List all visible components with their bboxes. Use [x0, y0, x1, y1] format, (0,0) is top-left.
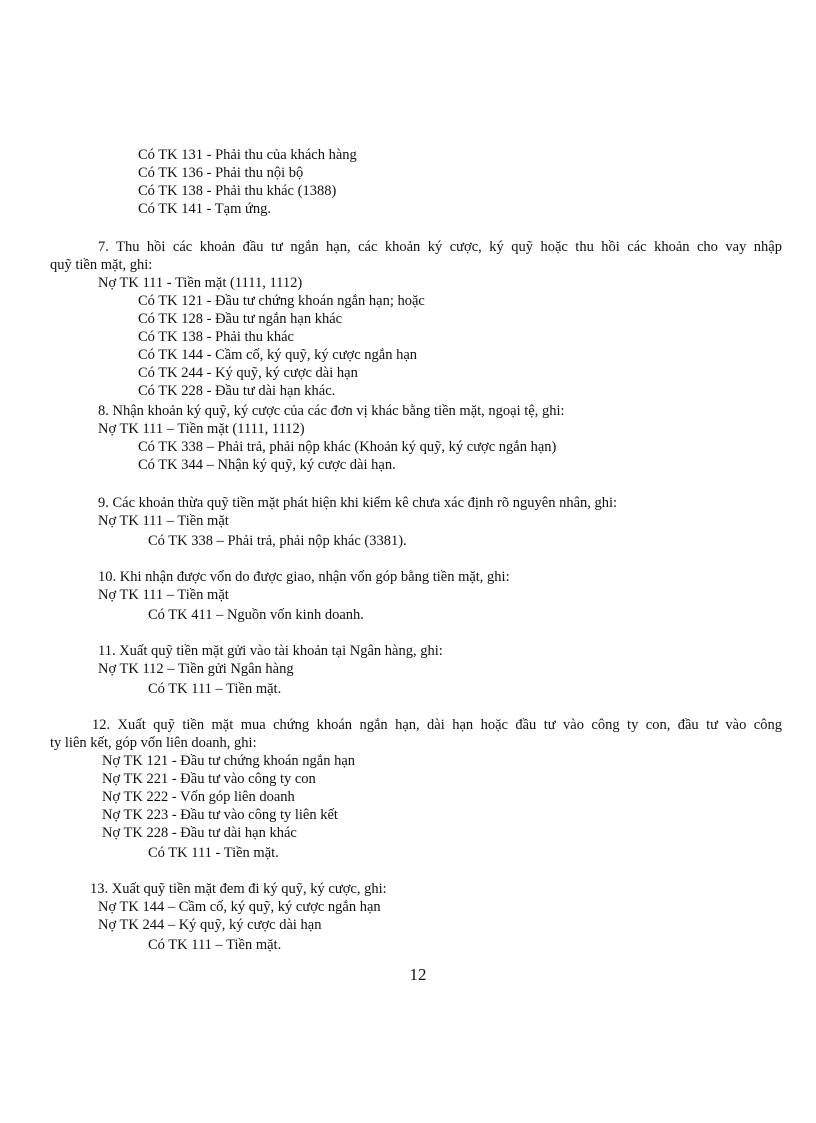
credit-line: Có TK 411 – Nguồn vốn kinh doanh.: [148, 607, 364, 623]
credit-line: Có TK 338 – Phải trả, phải nộp khác (Khoản ký quỹ, ký cược ngắn hạn): [138, 439, 557, 455]
entry-line: Có TK 141 - Tạm ứng.: [138, 201, 271, 217]
debit-line: Nợ TK 144 – Cầm cố, ký quỹ, ký cược ngắn hạn: [98, 899, 381, 915]
credit-line: Có TK 111 – Tiền mặt.: [148, 937, 282, 953]
paragraph-9-heading: 9. Các khoản thừa quỹ tiền mặt phát hiện khi kiểm kê chưa xác định rõ nguyên nhân, ghi:: [98, 495, 618, 511]
debit-line: Nợ TK 111 – Tiền mặt: [98, 587, 229, 603]
credit-line: Có TK 111 - Tiền mặt.: [148, 845, 279, 861]
debit-line: Nợ TK 222 - Vốn góp liên doanh: [102, 789, 295, 805]
credit-line: Có TK 138 - Phải thu khác: [138, 329, 294, 345]
paragraph-7-heading: 7. Thu hồi các khoản đầu tư ngắn hạn, các khoản ký cược, ký quỹ hoặc thu hồi các khoản cho vay nhập: [98, 239, 782, 255]
debit-line: Nợ TK 111 - Tiền mặt (1111, 1112): [98, 275, 303, 291]
page-number: 12: [409, 965, 427, 984]
debit-line: Nợ TK 121 - Đầu tư chứng khoán ngắn hạn: [102, 753, 356, 769]
credit-line: Có TK 228 - Đầu tư dài hạn khác.: [138, 383, 336, 399]
paragraph-11-heading: 11. Xuất quỹ tiền mặt gửi vào tài khoản tại Ngân hàng, ghi:: [98, 643, 443, 659]
debit-line: Nợ TK 112 – Tiền gửi Ngân hàng: [98, 661, 294, 677]
entry-line: Có TK 136 - Phải thu nội bộ: [138, 165, 304, 181]
credit-line: Có TK 111 – Tiền mặt.: [148, 681, 282, 697]
paragraph-12-continuation: ty liên kết, góp vốn liên doanh, ghi:: [50, 735, 257, 751]
credit-line: Có TK 344 – Nhận ký quỹ, ký cược dài hạn.: [138, 457, 396, 473]
debit-line: Nợ TK 244 – Ký quỹ, ký cược dài hạn: [98, 917, 322, 933]
paragraph-10-heading: 10. Khi nhận được vốn do được giao, nhận vốn góp bằng tiền mặt, ghi:: [98, 569, 510, 585]
debit-line: Nợ TK 111 – Tiền mặt: [98, 513, 229, 529]
debit-line: Nợ TK 228 - Đầu tư dài hạn khác: [102, 825, 297, 841]
debit-line: Nợ TK 223 - Đầu tư vào công ty liên kết: [102, 807, 338, 823]
paragraph-13-heading: 13. Xuất quỹ tiền mặt đem đi ký quỹ, ký cược, ghi:: [90, 881, 387, 897]
entry-line: Có TK 138 - Phải thu khác (1388): [138, 183, 337, 199]
credit-line: Có TK 121 - Đầu tư chứng khoán ngắn hạn; hoặc: [138, 293, 425, 309]
debit-line: Nợ TK 221 - Đầu tư vào công ty con: [102, 771, 316, 787]
debit-line: Nợ TK 111 – Tiền mặt (1111, 1112): [98, 421, 305, 437]
credit-line: Có TK 338 – Phải trả, phải nộp khác (3381).: [148, 533, 407, 549]
credit-line: Có TK 128 - Đầu tư ngắn hạn khác: [138, 311, 343, 327]
paragraph-7-continuation: quỹ tiền mặt, ghi:: [50, 257, 153, 273]
entry-line: Có TK 131 - Phải thu của khách hàng: [138, 147, 357, 163]
paragraph-8-heading: 8. Nhận khoản ký quỹ, ký cược của các đơn vị khác bằng tiền mặt, ngoại tệ, ghi:: [98, 403, 565, 419]
credit-line: Có TK 244 - Ký quỹ, ký cược dài hạn: [138, 365, 358, 381]
paragraph-12-heading: 12. Xuất quỹ tiền mặt mua chứng khoán ngắn hạn, dài hạn hoặc đầu tư vào công ty con, đầu tư vào công: [92, 717, 782, 733]
credit-line: Có TK 144 - Cầm cố, ký quỹ, ký cược ngắn hạn: [138, 347, 418, 363]
